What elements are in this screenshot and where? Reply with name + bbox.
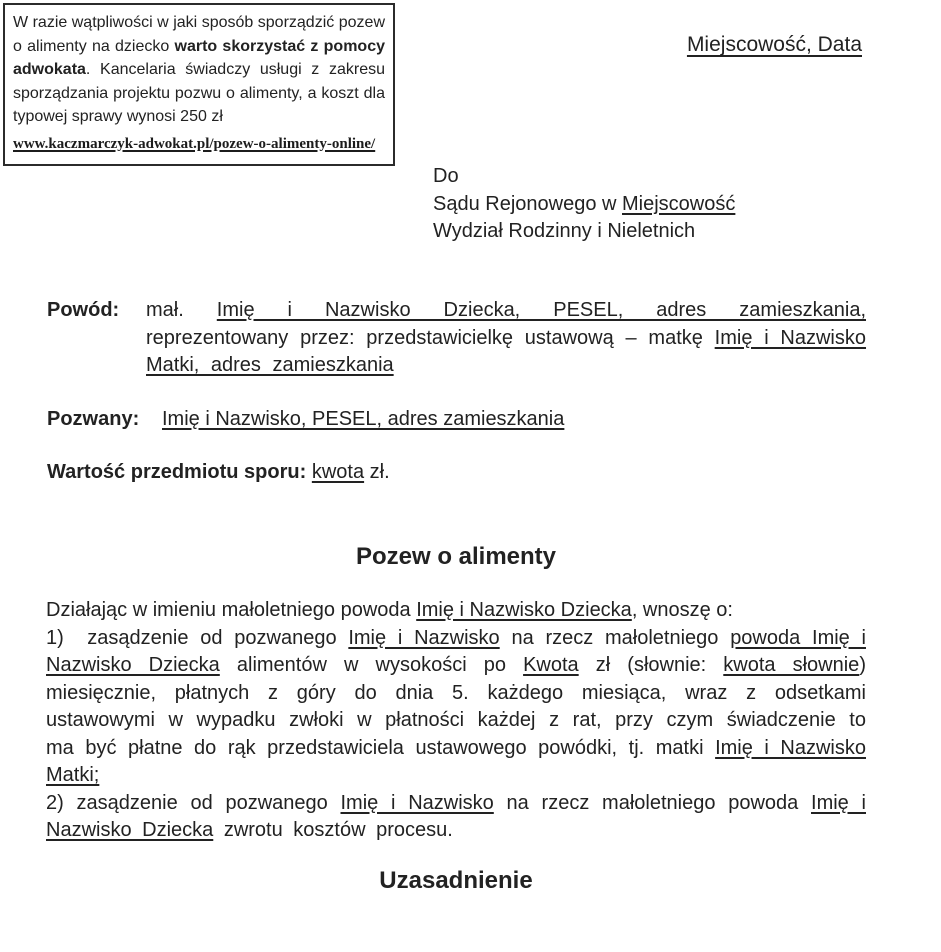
claim1-text-c: zł (słownie: <box>578 654 724 676</box>
dispute-currency-suffix: zł. <box>364 461 390 483</box>
notice-box <box>3 3 395 166</box>
dispute-value-label: Wartość przedmiotu sporu: <box>47 461 307 483</box>
claim2-prefix: 2) zasądzenie od pozwanego <box>46 791 341 814</box>
court-address-block <box>433 163 735 246</box>
petition-intro <box>46 597 866 625</box>
notice-text <box>13 11 385 129</box>
intro-child-name-placeholder: Imię i Nazwisko Dziecka <box>416 599 632 621</box>
claim2-text-a: na rzecz małoletniego powoda <box>493 791 812 814</box>
defendant-label: Pozwany: <box>47 408 140 430</box>
notice-text-rest: . Kancelaria świadczy usługi z zakresu sporządzania projektu pozwu o alimenty, a koszt dla typowej sprawy wynosi 250 zł <box>13 61 385 125</box>
claim-1 <box>46 625 866 790</box>
intro-closing: , wnoszę o: <box>631 599 733 621</box>
claim1-prefix: 1) zasądzenie od pozwanego <box>46 626 349 649</box>
court-line-department: Wydział Rodzinny i Nieletnich <box>433 220 696 242</box>
dispute-amount-placeholder: kwota <box>311 461 365 483</box>
claim1-mother-name: Imię i Nazwisko Matki; <box>46 736 866 786</box>
claim1-amount-words-placeholder: kwota słownie <box>723 654 860 676</box>
notice-text-intro: W razie wątpliwości w jaki sposób sporządzić pozew o alimenty na dziecko <box>13 14 385 55</box>
plaintiff-value <box>146 297 866 380</box>
mother-name-placeholder: Imię i Nazwisko Matki, adres zamieszkania <box>146 326 867 376</box>
claim1-text-d: ) miesięcznie, płatnych z góry do dnia 5. każdego miesiąca, wraz z odsetkami ustawowymi w wypadku zwłoki w płatności każdej z rat, przy czym świadczenie to ma być płatne do rąk przedstawiciela ustawowego powódki, tj. matki <box>46 654 866 759</box>
justification-heading: Uzasadnienie <box>379 867 533 894</box>
intro-text: Działając w imieniu małoletniego powoda <box>46 599 417 621</box>
petition-body <box>46 597 866 845</box>
court-line-name <box>433 191 735 219</box>
court-line-to: Do <box>433 165 459 187</box>
claim-2 <box>46 790 866 845</box>
claim2-child-name: Imię i Nazwisko Dziecka <box>46 791 866 841</box>
claim1-amount-placeholder: Kwota <box>523 654 579 676</box>
defendant-value <box>162 406 564 434</box>
document-title: Pozew o alimenty <box>355 543 557 570</box>
notice-link-url[interactable]: www.kaczmarczyk-adwokat.pl/pozew-o-alimenty-online/ <box>13 135 376 152</box>
claim1-text-a: na rzecz małoletniego <box>499 626 731 649</box>
claim1-text-b: alimentów w wysokości po <box>219 654 524 676</box>
place-date: Miejscowość, Data <box>686 33 862 56</box>
dispute-value-line <box>47 459 390 487</box>
claim2-text-b: zwrotu kosztów procesu. <box>213 819 453 841</box>
claim2-defendant-name: Imię i Nazwisko <box>340 791 494 814</box>
court-city-placeholder: Miejscowość <box>622 192 736 215</box>
court-name-prefix: Sądu Rejonowego w <box>433 192 623 215</box>
claim1-child-name: powoda Imię i Nazwisko Dziecka <box>46 626 866 676</box>
notice-text-bold-advice: warto skorzystać z pomocy adwokata <box>13 37 385 78</box>
plaintiff-represented-by: reprezentowany przez: przedstawicielkę ustawową – matkę <box>146 326 715 349</box>
plaintiff-minor-prefix: mał. <box>146 299 217 321</box>
plaintiff-label: Powód: <box>47 299 120 321</box>
child-name-placeholder: Imię i Nazwisko Dziecka, PESEL, adres zamieszkania, <box>216 299 866 321</box>
defendant-name-placeholder: Imię i Nazwisko, PESEL, adres zamieszkania <box>162 408 565 430</box>
claim1-defendant-name: Imię i Nazwisko <box>348 626 500 649</box>
